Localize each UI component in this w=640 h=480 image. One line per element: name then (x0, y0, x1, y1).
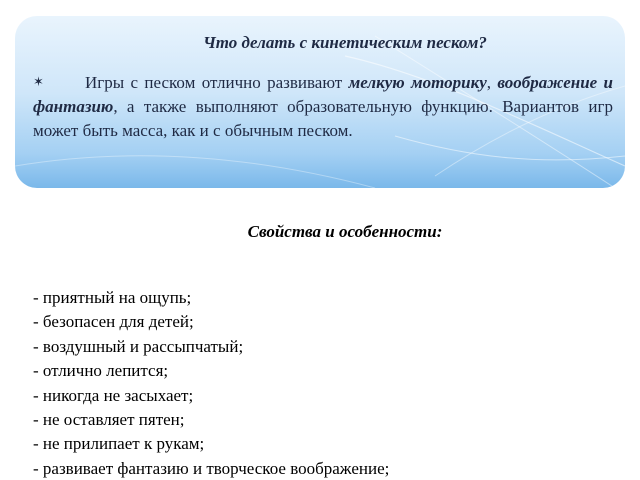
list-item: - не оставляет пятен; (33, 410, 185, 430)
paragraph-separator: , (486, 73, 498, 92)
banner-paragraph (33, 70, 613, 143)
banner-title: Что делать с кинетическим песком? (203, 33, 487, 52)
properties-list (33, 286, 389, 480)
emphasis-imagination: воображение и фантазию (33, 73, 614, 116)
paragraph-text-end: , а также выполняют образовательную функцию. Вариантов игр может быть масса, как и с обычным песком. (33, 97, 613, 140)
list-item: - никогда не засыхает; (33, 385, 194, 405)
star-bullet-icon: ✶ (33, 74, 44, 89)
decor-curve-5 (15, 156, 375, 188)
info-banner (15, 16, 625, 188)
list-item: - отлично лепится; (33, 361, 169, 381)
list-item: - воздушный и рассыпчатый; (33, 336, 244, 356)
section-title: Свойства и особенности: (247, 222, 443, 241)
list-item: - безопасен для детей; (33, 312, 194, 332)
list-item: - приятный на ощупь; (33, 288, 192, 307)
emphasis-motor-skills: мелкую моторику (348, 73, 487, 92)
list-item: - не прилипает к рукам; (33, 434, 205, 454)
list-item: - развивает фантазию и творческое воображение; (33, 458, 390, 478)
paragraph-text-start: Игры с песком отлично развивают (85, 73, 349, 92)
